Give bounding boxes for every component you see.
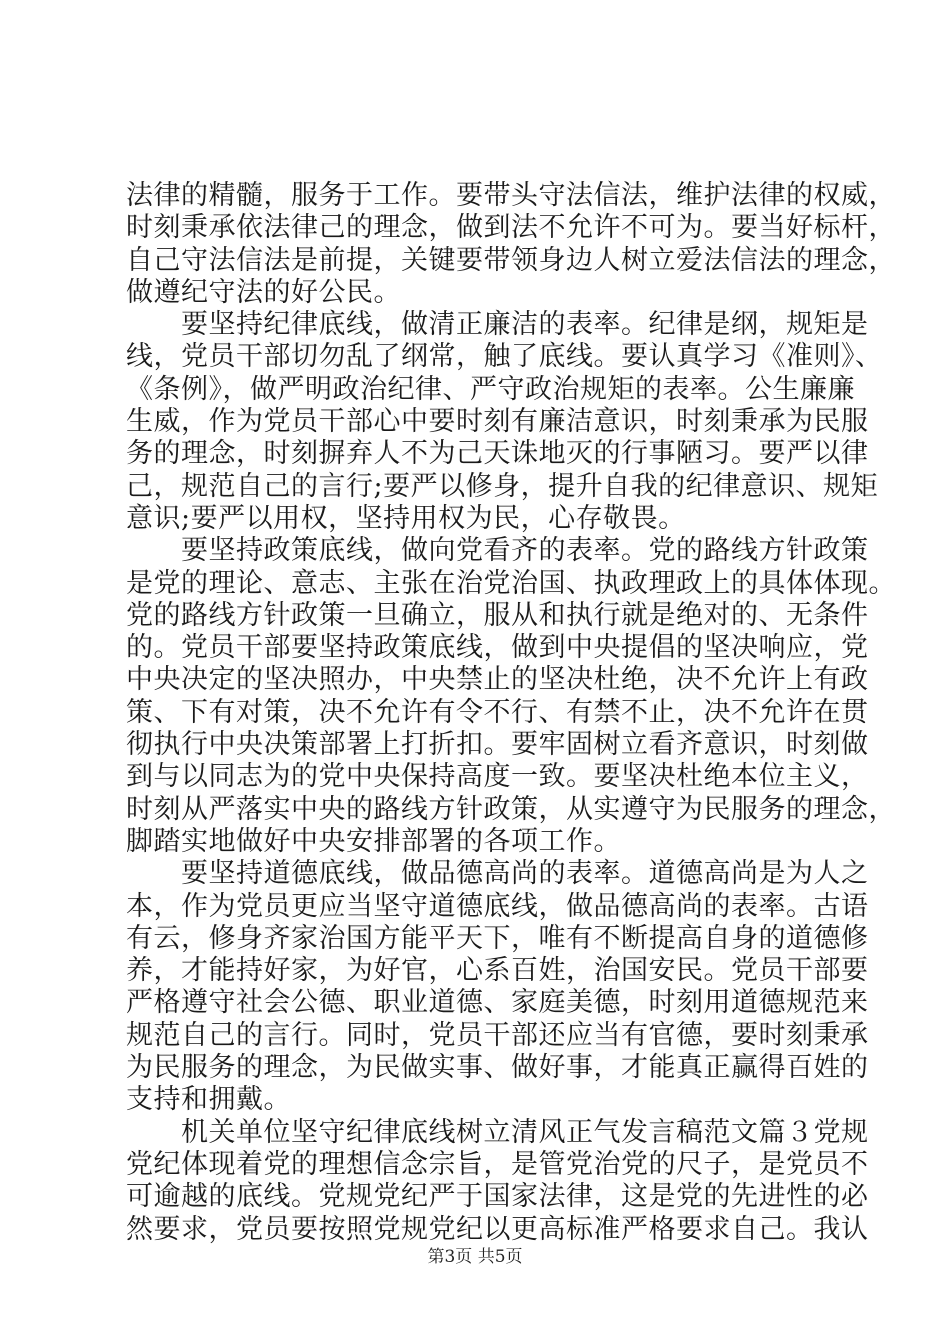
text-line: 做遵纪守法的好公民。 xyxy=(126,276,401,308)
text-line: 支持和拥戴。 xyxy=(126,1084,291,1116)
text-line: 为民服务的理念，为民做实事、做好事，才能真正赢得百姓的 xyxy=(126,1052,869,1084)
text-line: 严格遵守社会公德、职业道德、家庭美德，时刻用道德规范来 xyxy=(126,987,869,1019)
text-line: 规范自己的言行。同时，党员干部还应当有官德，要时刻秉承 xyxy=(126,1019,869,1051)
text-line: 时刻秉承依法律己的理念，做到法不允许不可为。要当好标杆， xyxy=(126,212,896,244)
page-footer: 第3页 共5页 xyxy=(427,1247,523,1267)
body-text xyxy=(126,180,896,1246)
text-line: 法律的精髓，服务于工作。要带头守法信法，维护法律的权威， xyxy=(126,180,896,211)
text-line: 到与以同志为的党中央保持高度一致。要坚决杜绝本位主义， xyxy=(126,761,869,793)
text-line: 是党的理论、意志、主张在治党治国、执政理政上的具体体现。 xyxy=(126,567,896,599)
text-line: 中央决定的坚决照办，中央禁止的坚决杜绝，决不允许上有政 xyxy=(126,664,869,696)
text-line: 党纪体现着党的理想信念宗旨，是管党治党的尺子，是党员不 xyxy=(126,1148,869,1180)
text-line: 可逾越的底线。党规党纪严于国家法律，这是党的先进性的必 xyxy=(126,1181,869,1213)
text-line: 机关单位坚守纪律底线树立清风正气发言稿范文篇３党规 xyxy=(126,1116,869,1148)
text-line: 时刻从严落实中央的路线方针政策，从实遵守为民服务的理念， xyxy=(126,793,896,825)
text-line: 线，党员干部切勿乱了纲常，触了底线。要认真学习《准则》、 xyxy=(126,341,883,373)
text-line: 党的路线方针政策一旦确立，服从和执行就是绝对的、无条件 xyxy=(126,599,869,631)
text-line: 彻执行中央决策部署上打折扣。要牢固树立看齐意识，时刻做 xyxy=(126,729,869,761)
text-line: 己，规范自己的言行;要严以修身，提升自我的纪律意识、规矩 xyxy=(126,470,879,502)
text-line: 的。党员干部要坚持政策底线，做到中央提倡的坚决响应，党 xyxy=(126,632,869,664)
text-line: 本，作为党员更应当坚守道德底线，做品德高尚的表率。古语 xyxy=(126,890,869,922)
text-line: 要坚持道德底线，做品德高尚的表率。道德高尚是为人之 xyxy=(126,858,869,890)
text-line: 自己守法信法是前提，关键要带领身边人树立爱法信法的理念， xyxy=(126,244,896,276)
text-line: 要坚持政策底线，做向党看齐的表率。党的路线方针政策 xyxy=(126,535,869,567)
text-line: 有云，修身齐家治国方能平天下，唯有不断提高自身的道德修 xyxy=(126,922,869,954)
text-line: 脚踏实地做好中央安排部署的各项工作。 xyxy=(126,825,621,857)
text-line: 生威，作为党员干部心中要时刻有廉洁意识，时刻秉承为民服 xyxy=(126,406,869,438)
text-line: 《条例》，做严明政治纪律、严守政治规矩的表率。公生廉廉 xyxy=(126,373,855,405)
text-line: 意识;要严以用权，坚持用权为民，心存敬畏。 xyxy=(126,502,686,534)
text-line: 要坚持纪律底线，做清正廉洁的表率。纪律是纲，规矩是 xyxy=(126,309,869,341)
text-line: 务的理念，时刻摒弃人不为己天诛地灭的行事陋习。要严以律 xyxy=(126,438,869,470)
text-line: 然要求，党员要按照党规党纪以更高标准严格要求自己。我认 xyxy=(126,1213,869,1245)
text-line: 策、下有对策，决不允许有令不行、有禁不止，决不允许在贯 xyxy=(126,696,869,728)
text-line: 养，才能持好家，为好官，心系百姓，治国安民。党员干部要 xyxy=(126,955,869,987)
